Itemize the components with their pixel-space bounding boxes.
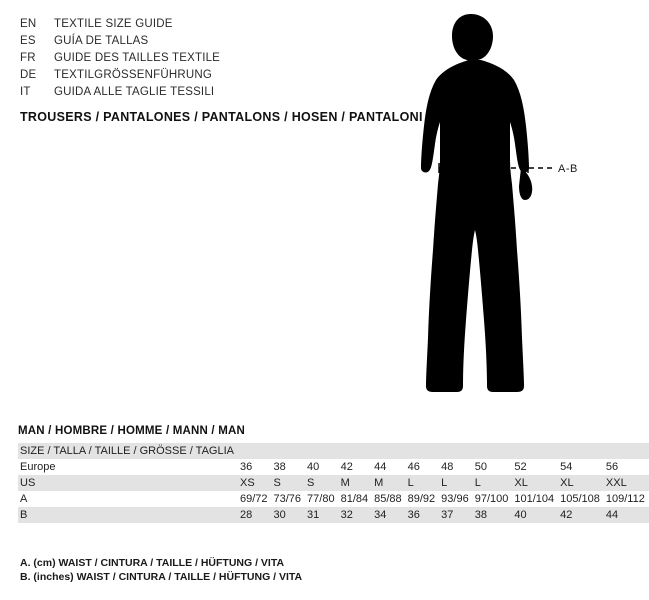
male-silhouette-icon: [395, 8, 600, 408]
table-cell: 52: [512, 459, 558, 475]
table-cell: 85/88: [372, 491, 406, 507]
language-text: GUIDE DES TAILLES TEXTILE: [54, 52, 221, 64]
table-cell: L: [406, 475, 440, 491]
table-cell: 36: [406, 507, 440, 523]
table-cell: 36: [238, 459, 272, 475]
language-list: [20, 16, 350, 101]
table-cell: 32: [339, 507, 373, 523]
table-row: [18, 491, 649, 507]
table-cell: 93/96: [439, 491, 473, 507]
row-label: US: [18, 475, 238, 491]
table-row: [18, 507, 649, 523]
table-cell: 42: [558, 507, 604, 523]
row-label: B: [18, 507, 238, 523]
table-cell: XL: [558, 475, 604, 491]
table-cell: 109/112: [604, 491, 649, 507]
table-cell: 54: [558, 459, 604, 475]
table-cell: 46: [406, 459, 440, 475]
table-row: [18, 459, 649, 475]
language-code: DE: [20, 69, 37, 81]
language-text: GUIDA ALLE TAGLIE TESSILI: [54, 86, 215, 98]
size-table: [18, 443, 649, 523]
table-cell: M: [372, 475, 406, 491]
table-cell: 42: [339, 459, 373, 475]
figure-illustration: [395, 8, 600, 408]
table-cell: 77/80: [305, 491, 339, 507]
language-row: [20, 33, 350, 50]
table-cell: 38: [473, 507, 513, 523]
table-cell: 50: [473, 459, 513, 475]
table-cell: 44: [372, 459, 406, 475]
table-cell: 34: [372, 507, 406, 523]
table-cell: 28: [238, 507, 272, 523]
note-b: B. (inches) WAIST / CINTURA / TAILLE / HÜFTUNG / VITA: [20, 571, 303, 583]
language-row: [20, 84, 350, 101]
table-cell: 69/72: [238, 491, 272, 507]
table-cell: XS: [238, 475, 272, 491]
language-code: EN: [20, 18, 37, 30]
table-row: [18, 475, 649, 491]
language-text: GUÍA DE TALLAS: [54, 35, 149, 47]
table-cell: 105/108: [558, 491, 604, 507]
note-a: A. (cm) WAIST / CINTURA / TAILLE / HÜFTUNG / VITA: [20, 557, 285, 569]
garment-title: TROUSERS / PANTALONES / PANTALONS / HOSEN / PANTALONI: [20, 110, 423, 124]
table-cell: 31: [305, 507, 339, 523]
measure-label-ab: A-B: [558, 163, 578, 175]
table-cell: 89/92: [406, 491, 440, 507]
table-cell: 44: [604, 507, 649, 523]
table-cell: 101/104: [512, 491, 558, 507]
language-code: ES: [20, 35, 36, 47]
table-cell: S: [305, 475, 339, 491]
language-code: IT: [20, 86, 31, 98]
table-cell: 40: [512, 507, 558, 523]
table-cell: L: [439, 475, 473, 491]
measurement-notes: [20, 556, 302, 584]
language-row: [20, 16, 350, 33]
row-label: A: [18, 491, 238, 507]
row-label: Europe: [18, 459, 238, 475]
language-code: FR: [20, 52, 36, 64]
size-table-section: [18, 425, 645, 523]
table-cell: XXL: [604, 475, 649, 491]
table-cell: S: [272, 475, 306, 491]
table-cell: XL: [512, 475, 558, 491]
language-row: [20, 67, 350, 84]
table-cell: 30: [272, 507, 306, 523]
language-text: TEXTILE SIZE GUIDE: [54, 18, 173, 30]
table-cell: 48: [439, 459, 473, 475]
table-cell: 73/76: [272, 491, 306, 507]
table-cell: 38: [272, 459, 306, 475]
table-cell: 97/100: [473, 491, 513, 507]
table-cell: M: [339, 475, 373, 491]
language-row: [20, 50, 350, 67]
language-text: TEXTILGRÖSSENFÜHRUNG: [54, 69, 212, 81]
table-cell: 37: [439, 507, 473, 523]
table-cell: 56: [604, 459, 649, 475]
table-row-header: [18, 443, 649, 459]
row-label: SIZE / TALLA / TAILLE / GRÖSSE / TAGLIA: [18, 443, 238, 459]
table-cell: L: [473, 475, 513, 491]
table-caption: MAN / HOMBRE / HOMME / MANN / MAN: [18, 425, 246, 437]
table-cell: 40: [305, 459, 339, 475]
table-cell: 81/84: [339, 491, 373, 507]
